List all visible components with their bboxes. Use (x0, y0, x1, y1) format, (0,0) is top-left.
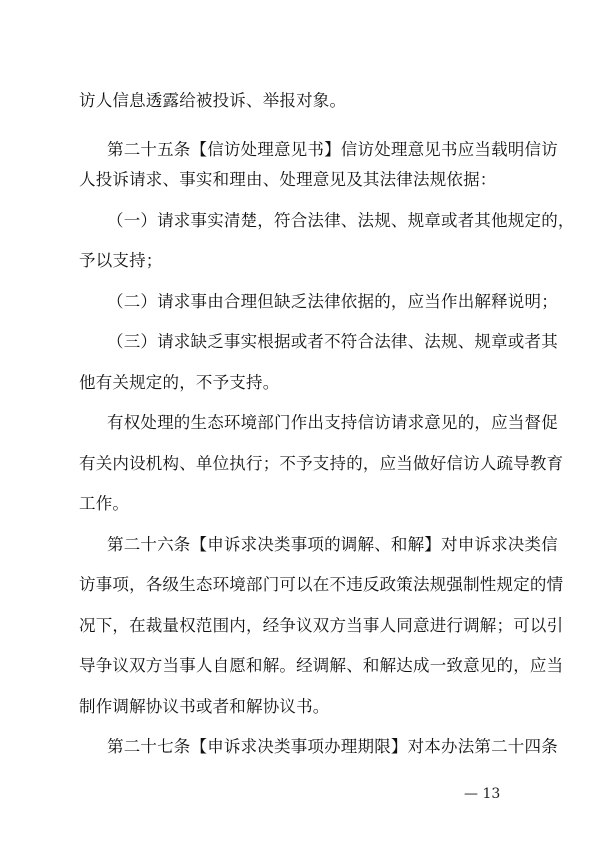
text-line-17: 第二十七条【申诉求决类事项办理期限】对本办法第二十四条 (107, 737, 558, 756)
text-line-7: （三）请求缺乏事实根据或者不符合法律、法规、规章或者其 (107, 332, 558, 351)
text-line-10: 有关内设机构、单位执行；不予支持的，应当做好信访人疏导教育 (79, 454, 564, 473)
text-line-2: 第二十五条【信访处理意见书】信访处理意见书应当载明信访 (107, 140, 558, 159)
page-number: — 13 (464, 786, 501, 802)
text-line-9: 有权处理的生态环境部门作出支持信访请求意见的，应当督促 (107, 413, 558, 432)
text-line-13: 访事项，各级生态环境部门可以在不违反政策法规强制性规定的情 (79, 575, 564, 594)
text-line-11: 工作。 (79, 494, 130, 513)
text-line-4: （一）请求事实清楚，符合法律、法规、规章或者其他规定的， (107, 211, 575, 230)
text-line-12: 第二十六条【申诉求决类事项的调解、和解】对申诉求决类信 (107, 535, 558, 554)
text-line-1: 访人信息透露给被投诉、举报对象。 (79, 91, 347, 110)
text-line-14: 况下，在裁量权范围内，经争议双方当事人同意进行调解；可以引 (79, 616, 564, 635)
text-line-15: 导争议双方当事人自愿和解。经调解、和解达成一致意见的，应当 (79, 656, 564, 675)
text-line-6: （二）请求事由合理但缺乏法律依据的，应当作出解释说明； (107, 292, 558, 311)
text-line-5: 予以支持； (79, 251, 163, 270)
text-line-3: 人投诉请求、事实和理由、处理意见及其法律法规依据： (79, 170, 497, 189)
text-line-16: 制作调解协议书或者和解协议书。 (79, 697, 330, 716)
text-line-8: 他有关规定的，不予支持。 (79, 373, 280, 392)
